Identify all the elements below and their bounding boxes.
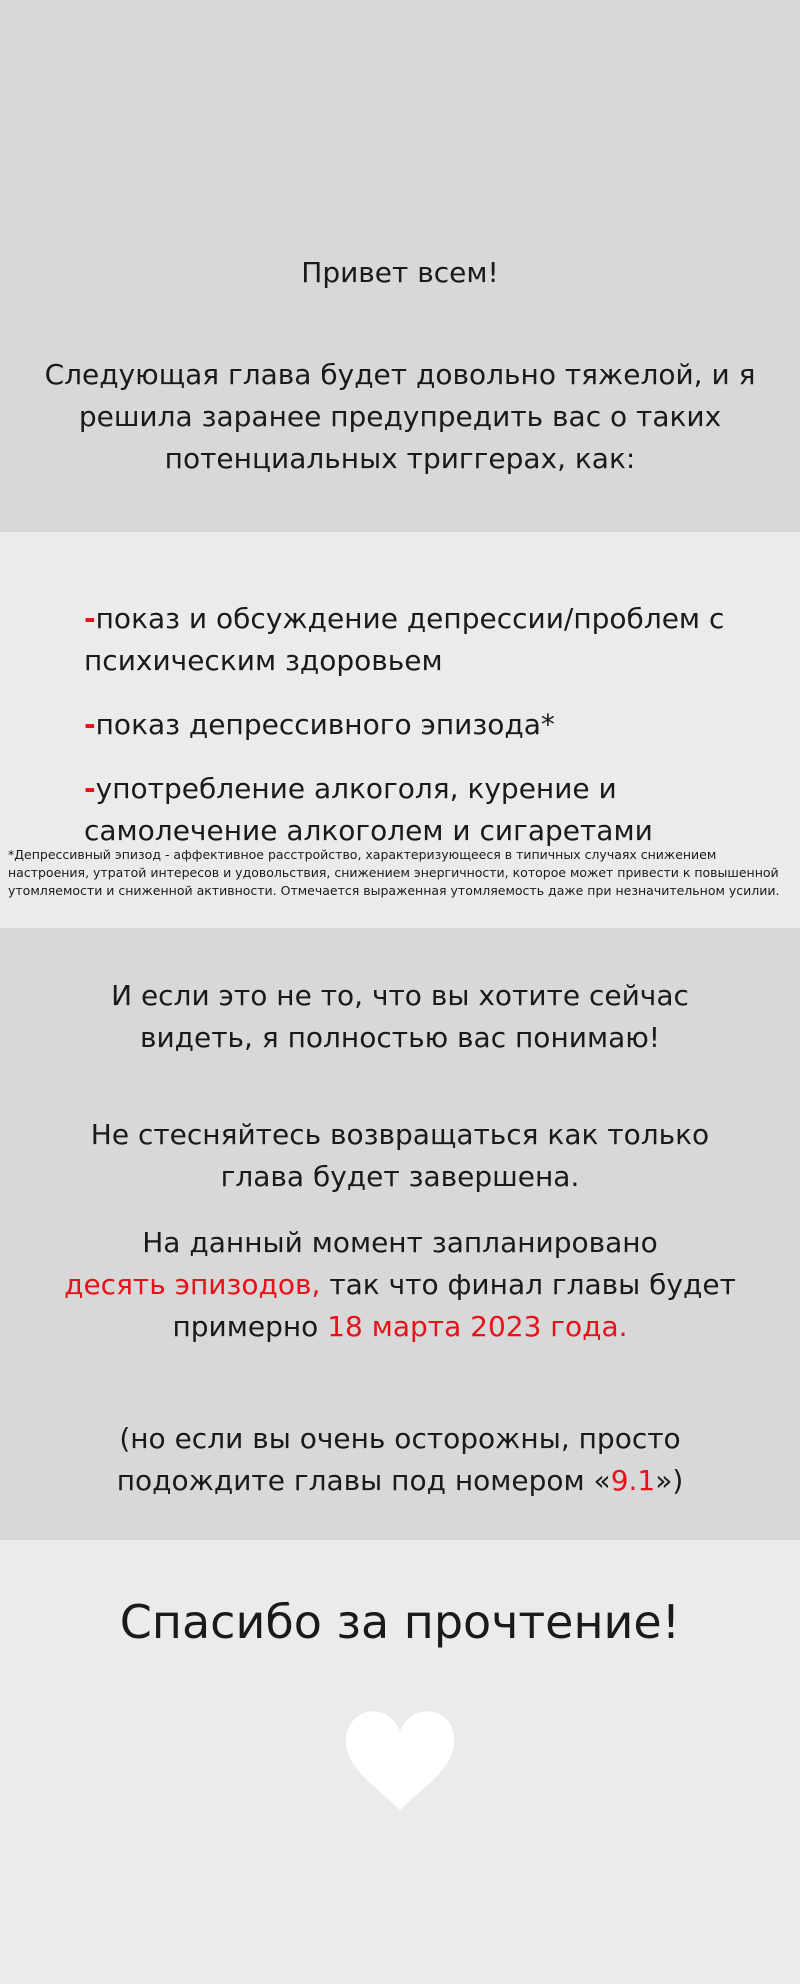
thanks-text: Спасибо за прочтение! (119, 1595, 681, 1649)
trigger-dash: - (84, 708, 96, 741)
trigger-dash: - (84, 772, 96, 805)
footnote-text: *Депрессивный эпизод - аффективное расстройство, характеризующееся в типичных случаях снижением настроения, утратой интересов и удовольствия, снижением энергичности, которое может привести к повышенной утомляемости и сниженной активности. Отмечается выраженная утомляемость даже при незначительном усилии. (8, 847, 780, 898)
finale-date: 18 марта 2023 года. (327, 1310, 628, 1343)
heart-icon (340, 1706, 460, 1816)
dont-hesitate-text: Не стесняйтесь возвращаться как только глава будет завершена. (90, 1118, 710, 1193)
planned-text (60, 1222, 740, 1348)
planned-part2: так что финал главы будет примерно (172, 1268, 736, 1343)
trigger-label: употребление алкоголя, курение и самолечение алкоголем и сигаретами (84, 772, 653, 847)
planned-part1: На данный момент запланировано (142, 1226, 658, 1259)
trigger-label: показ и обсуждение депрессии/проблем с психическим здоровьем (84, 602, 725, 677)
trigger-item-depression (84, 598, 744, 682)
intro-text: Следующая глава будет довольно тяжелой, и я решила заранее предупредить вас о таких потенциальных триггерах, как: (44, 358, 756, 475)
careful-part1: (но если вы очень осторожны, просто подождите главы под номером « (116, 1422, 681, 1497)
understand-text: И если это не то, что вы хотите сейчас видеть, я полностью вас понимаю! (111, 979, 689, 1054)
chapter-number: 9.1 (610, 1464, 656, 1497)
trigger-dash: - (84, 602, 96, 635)
careful-text (60, 1418, 740, 1502)
trigger-label: показ депрессивного эпизода* (95, 708, 555, 741)
episodes-count: десять эпизодов, (64, 1268, 321, 1301)
careful-part2: ») (655, 1464, 684, 1497)
trigger-item-episode (84, 704, 744, 746)
greeting-text: Привет всем! (301, 256, 499, 289)
trigger-item-alcohol (84, 768, 744, 852)
